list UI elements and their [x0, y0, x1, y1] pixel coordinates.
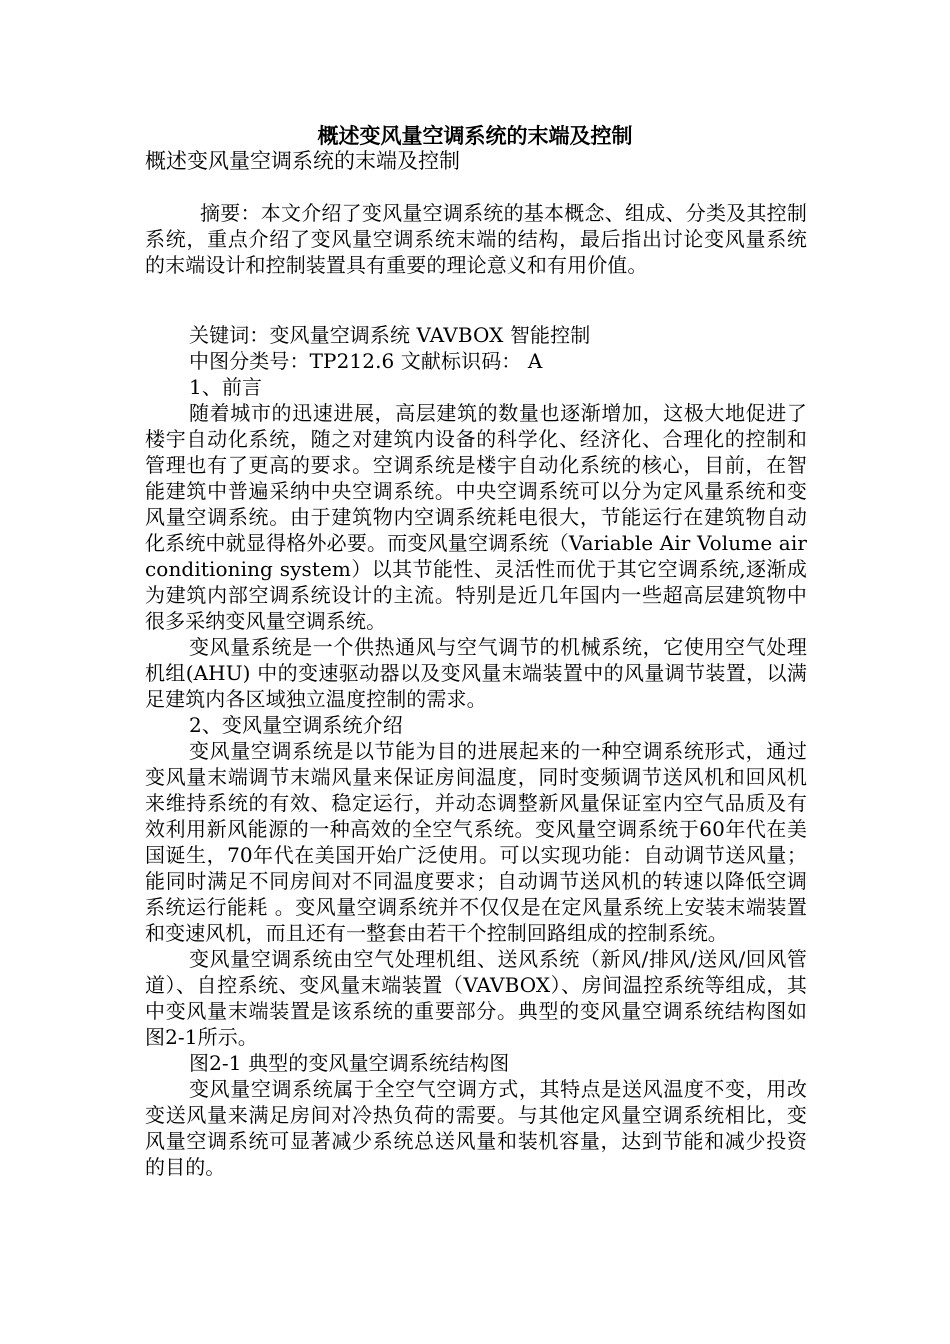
section-1-paragraph-1: 随着城市的迅速进展，高层建筑的数量也逐渐增加，这极大地促进了楼宇自动化系统，随之对建筑内设备的科学化、经济化、合理化的控制和管理也有了更高的要求。空调系统是楼宇自动化系统的核心，目前，在智能建筑中普遍采纳中央空调系统。中央空调系统可以分为定风量系统和变风量空调系统。由于建筑物内空调系统耗电很大，节能运行在建筑物自动化系统中就显得格外必要。而变风量空调系统（Variable Air Volume air conditioning system）以其节能性、灵活性而优于其它空调系统,逐渐成为建筑内部空调系统设计的主流。特别是近几年国内一些超高层建筑物中很多采纳变风量空调系统。 — [145, 401, 807, 633]
section-1-heading: 1、前言 — [189, 375, 263, 399]
keywords-line: 关键词：变风量空调系统 VAVBOX 智能控制 — [189, 323, 591, 347]
section-1-paragraph-2: 变风量系统是一个供热通风与空气调节的机械系统，它使用空气处理机组(AHU) 中的变速驱动器以及变风量末端装置中的风量调节装置，以满足建筑内各区域独立温度控制的需求。 — [145, 635, 807, 711]
document-title: 概述变风量空调系统的末端及控制 — [317, 123, 633, 148]
section-2-paragraph-1: 变风量空调系统是以节能为目的进展起来的一种空调系统形式，通过变风量末端调节末端风量来保证房间温度，同时变频调节送风机和回风机来维持系统的有效、稳定运行，并动态调整新风量保证室内空气品质及有效利用新风能源的一种高效的全空气系统。变风量空调系统于60年代在美国诞生，70年代在美国开始广泛使用。可以实现功能：自动调节送风量；能同时满足不同房间对不同温度要求；自动调节送风机的转速以降低空调系统运行能耗 。变风量空调系统并不仅仅是在定风量系统上安装末端装置和变速风机，而且还有一整套由若干个控制回路组成的控制系统。 — [145, 739, 807, 945]
document-subtitle: 概述变风量空调系统的末端及控制 — [145, 149, 460, 173]
figure-caption: 图2-1 典型的变风量空调系统结构图 — [189, 1051, 510, 1075]
section-2-heading: 2、变风量空调系统介绍 — [189, 713, 403, 737]
classification-line: 中图分类号：TP212.6 文献标识码： A — [189, 349, 543, 373]
section-2-paragraph-2: 变风量空调系统由空气处理机组、送风系统（新风/排风/送风/回风管道）、自控系统、变风量末端装置（VAVBOX）、房间温控系统等组成，其中变风量末端装置是该系统的重要部分。典型的变风量空调系统结构图如图2-1所示。 — [145, 947, 807, 1049]
document-body — [145, 322, 807, 1180]
abstract-paragraph: 摘要：本文介绍了变风量空调系统的基本概念、组成、分类及其控制系统，重点介绍了变风量空调系统末端的结构，最后指出讨论变风量系统的末端设计和控制装置具有重要的理论意义和有用价值。 — [145, 201, 807, 277]
section-2-paragraph-3: 变风量空调系统属于全空气空调方式，其特点是送风温度不变，用改变送风量来满足房间对冷热负荷的需要。与其他定风量空调系统相比，变风量空调系统可显著减少系统总送风量和装机容量，达到节能和减少投资的目的。 — [145, 1077, 807, 1179]
